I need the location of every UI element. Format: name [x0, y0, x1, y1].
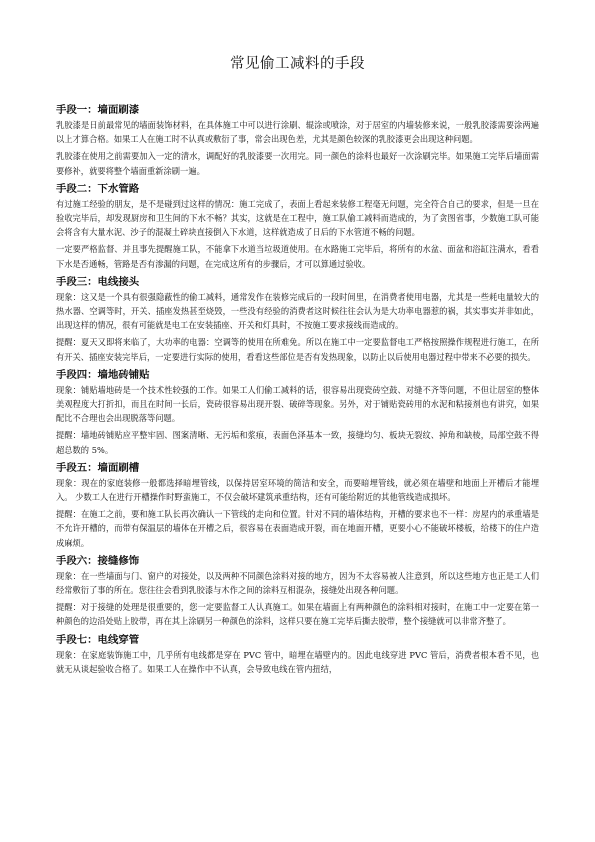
- section-heading: 手段三：电线接头: [56, 275, 140, 288]
- section-heading: 手段五：墙面刷槽: [56, 461, 140, 474]
- section-6: [56, 553, 539, 629]
- section-heading: 手段六：接缝修饰: [56, 554, 140, 567]
- section-paragraph: 一定要严格监督、并且事先提醒施工队，不能拿下水道当垃圾道使用。在水路施工完毕后，将所有的水盆、面盆和浴缸注满水，看看下水是否通畅，管路是否有渗漏的问题，在完成这所有的步骤后，才可以算通过验收。: [56, 244, 539, 269]
- page-title: 常见偷工减料的手段: [230, 56, 365, 72]
- section-paragraph: 现象：在家庭装饰施工中，几乎所有电线都是穿在 PVC 管中，暗埋在墙壁内的。因此电线穿进 PVC 管后，消费者根本看不见，也就无从谈起验收合格了。如果工人在操作中不认真，会导致电线在管内扭结，: [56, 649, 539, 674]
- section-paragraph: 提醒：对于接缝的处理是很重要的，您一定要监督工人认真施工。如果在墙面上有两种颜色的涂料相对接时，在施工中一定要在第一种颜色的边沿处贴上胶带，再在其上涂刷另一种颜色的涂料，这样只要在施工完毕后撕去胶带，整个接缝就可以非常齐整了。: [56, 602, 539, 627]
- section-2: [56, 181, 539, 271]
- section-paragraph: 提醒：墙地砖铺贴应平整牢固、图案清晰、无污垢和浆痕，表面色泽基本一致，接缝均匀、板块无裂纹、掉角和缺棱，局部空鼓不得超总数的 5%。: [56, 430, 539, 455]
- section-heading: 手段七：电线穿管: [56, 633, 140, 646]
- section-paragraph: 现象：在一些墙面与门、窗户的对接处，以及两种不同颜色涂料对接的地方，因为不太容易被人注意到，所以这些地方也正是工人们经常敷衍了事的所在。您往往会看到乳胶漆与木作之间的涂料互相混杂，接缝处出现各种问题。: [56, 570, 539, 596]
- section-heading: 手段二：下水管路: [56, 182, 140, 195]
- section-paragraph: 现象：现在的家庭装修一般都选择暗埋管线，以保持居室环境的简洁和安全，而要暗埋管线，就必须在墙壁和地面上开槽后才能埋入。 少数工人在进行开槽操作时野蛮施工，不仅会破坏建筑承重结构，还有可能给附近的其他管线造成损坏。: [56, 477, 539, 503]
- section-paragraph: 现象：这又是一个具有很强隐蔽性的偷工减料，通常发作在装修完成后的一段时间里，在消费者使用电器，尤其是一些耗电量较大的热水器、空调等时，开关、插座发热甚至烧毁，一些没有经验的消费者这时候往往会认为是大功率电器惹的祸，其实事实并非如此，出现这样的情况，很有可能就是电工在安装插座、开关和灯具时，不按施工要求接线而造成的。: [56, 291, 539, 331]
- section-heading: 手段一：墙面刷漆: [56, 104, 140, 116]
- section-4: [56, 367, 539, 457]
- section-paragraph: 提醒：夏天又即将来临了，大功率的电器：空调等的使用在所难免。所以在施工中一定要监督电工严格按照操作规程进行施工，在所有开关、插座安装完毕后，一定要进行实际的使用，看看这些部位是否有发热现象，以防止以后使用电器过程中带来不必要的损失。: [56, 337, 539, 362]
- section-3: [56, 274, 539, 364]
- section-paragraph: 提醒：在施工之前，要和施工队长再次确认一下管线的走向和位置。针对不同的墙体结构，开槽的要求也不一样：房屋内的承重墙是不允许开槽的，而带有保温层的墙体在开槽之后，很容易在表面造成开裂，而在地面开槽，更要小心不能破坏楼板，给楼下的住户造成麻烦。: [56, 509, 539, 548]
- section-paragraph: 乳胶漆是日前最常见的墙面装饰材料，在具体施工中可以进行涂刷、辊涂或喷涂，对于居室的内墙装修来说，一般乳胶漆需要涂两遍以上才算合格。如果工人在施工时不认真或敷衍了事，常会出现色差，尤其是颜色较深的乳胶漆更会出现这种问题。: [56, 120, 539, 145]
- sections-container: [56, 102, 539, 676]
- section-5: [56, 460, 539, 550]
- section-heading: 手段四：墙地砖铺贴: [56, 368, 150, 381]
- section-paragraph: 乳胶漆在使用之前需要加入一定的清水，调配好的乳胶漆要一次用完。同一颜色的涂料也最好一次涂刷完毕。如果施工完毕后墙面需要修补，就要将整个墙面重新涂刷一遍。: [56, 151, 539, 176]
- section-paragraph: 有过施工经验的朋友，是不是碰到过这样的情况：施工完成了，表面上看起来装修工程毫无问题，完全符合自己的要求，但是一旦在验收完毕后，却发现厨房和卫生间的下水不畅？其实，这就是在工程中，施工队偷工减料而造成的，为了贪图省事，少数施工队可能会将含有大量水泥、沙子的混凝土碎块直接倒入下水道，这样就造成了日后的下水管道不畅的问题。: [56, 198, 539, 238]
- section-1: [56, 102, 539, 178]
- section-7: [56, 632, 539, 676]
- section-paragraph: 现象：铺贴墙地砖是一个技术性较强的工作。如果工人们偷工减料的话，很容易出现瓷砖空鼓、对缝不齐等问题，不但让居室的整体美观程度大打折扣，而且在时间一长后，瓷砖很容易出现开裂、破碎等现象。另外，对于铺贴瓷砖用的水泥和粘接剂也有讲究，如果配比不合理也会出现脱落等问题。: [56, 384, 539, 424]
